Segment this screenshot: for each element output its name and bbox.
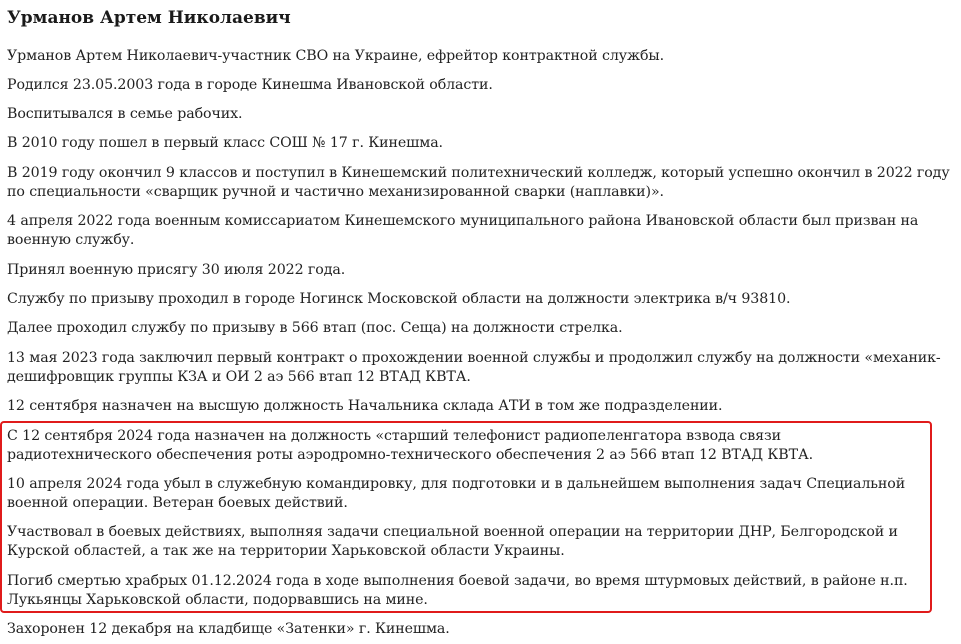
paragraph-combat: Участвовал в боевых действиях, выполняя задачи специальной военной операции на территории ДНР, Белгородской и Курской областей, а так же на территории Харьковской области Украины. — [7, 524, 898, 559]
paragraph-service-noginsk: Службу по призыву проходил в городе Ногинск Московской области на должности электрика в/ч 93810. — [7, 291, 791, 307]
paragraph-conscription: 4 апреля 2022 года военным комиссариатом Кинешемского муниципального района Ивановской области был призван на военную службу. — [7, 213, 919, 248]
paragraph-school: В 2010 году пошел в первый класс СОШ № 17 г. Кинешма. — [7, 135, 443, 151]
paragraph-deployment: 10 апреля 2024 года убыл в служебную командировку, для подготовки и в дальнейшем выполнения задач Специальной военной операции. Ветеран боевых действий. — [7, 476, 906, 511]
paragraph-service-seshcha: Далее проходил службу по призыву в 566 втап (пос. Сеща) на должности стрелка. — [7, 320, 623, 336]
paragraph-burial: Захоронен 12 декабря на кладбище «Затенки» г. Кинешма. — [7, 621, 450, 637]
paragraph-birth: Родился 23.05.2003 года в городе Кинешма Ивановской области. — [7, 77, 493, 93]
paragraph-telephonist: С 12 сентября 2024 года назначен на должность «старший телефонист радиопеленгатора взвода связи радиотехнического обеспечения роты аэродромно-технического обеспечения 2 аэ 566 втап 12 ВТАД КВТА. — [7, 428, 814, 463]
paragraph-family: Воспитывался в семье рабочих. — [7, 106, 243, 122]
page-title: Урманов Артем Николаевич — [7, 8, 291, 28]
paragraph-contract: 13 мая 2023 года заключил первый контракт о прохождении военной службы и продолжил службу на должности «механик-дешифровщик группы КЗА и ОИ 2 аэ 566 втап 12 ВТАД КВТА. — [7, 350, 941, 385]
paragraph-oath: Принял военную присягу 30 июля 2022 года. — [7, 262, 346, 278]
paragraph-warehouse: 12 сентября назначен на высшую должность Начальника склада АТИ в том же подразделении. — [7, 398, 723, 414]
paragraph-death: Погиб смертью храбрых 01.12.2024 года в ходе выполнения боевой задачи, во время штурмовых действий, в районе н.п. Лукьянцы Харьковской области, подорвавшись на мине. — [7, 573, 908, 608]
paragraph-intro: Урманов Артем Николаевич-участник СВО на Украине, ефрейтор контрактной службы. — [7, 48, 665, 64]
paragraph-college: В 2019 году окончил 9 классов и поступил в Кинешемский политехнический колледж, который успешно окончил в 2022 году по специальности «сварщик ручной и частично механизированной сварки (наплавки)». — [7, 165, 950, 200]
